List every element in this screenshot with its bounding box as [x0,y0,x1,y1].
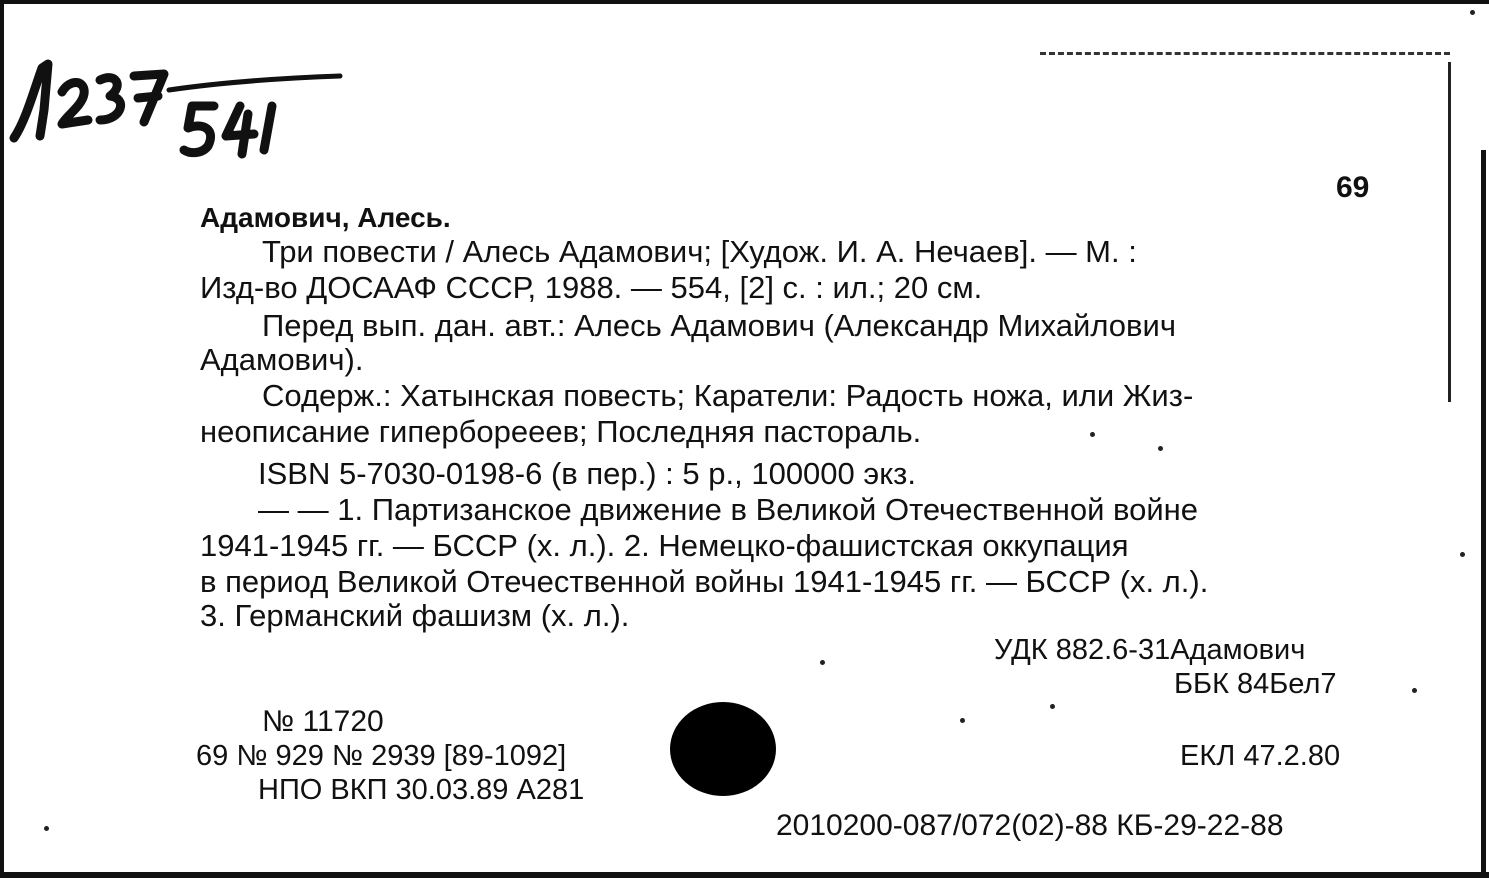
card-number: 69 [1336,171,1370,204]
note-line-1: Перед вып. дан. авт.: Алесь Адамович (Александр Михайлович [262,308,1176,343]
scan-speck [44,826,49,831]
title-line-1: Три повести / Алесь Адамович; [Худож. И. А. Нечаев]. — М. : [262,234,1137,269]
card-right-inner-edge [1448,62,1451,402]
scan-speck [1470,10,1475,15]
npo-line: НПО ВКП 30.03.89 А281 [258,774,585,806]
order-number: № 11720 [262,705,384,738]
publisher-code: 2010200-087/072(02)-88 КБ-29-22-88 [776,809,1284,842]
scan-speck [820,660,825,665]
subject-line-3: в период Великой Отечественной войны 1941-1945 гг. — БССР (х. л.). [200,564,1209,599]
ink-blot [670,702,776,796]
ekl-code: ЕКЛ 47.2.80 [1180,740,1341,772]
subject-line-2: 1941-1945 гг. — БССР (х. л.). 2. Немецко-фашистская оккупация [200,528,1129,563]
contents-line-2: неописание гиперборееев; Последняя пастораль. [200,414,922,449]
scan-speck [1158,446,1163,451]
scan-speck [1412,688,1417,693]
author-heading: Адамович, Алесь. [200,202,451,233]
scan-speck [960,718,965,723]
udk-code: УДК 882.6-31Адамович [994,634,1306,666]
subject-line-4: 3. Германский фашизм (х. л.). [200,598,630,633]
scan-speck [1460,552,1465,557]
card-top-dashes [1040,52,1450,55]
scan-speck [1090,432,1095,437]
title-line-2: Изд-во ДОСААФ СССР, 1988. — 554, [2] с. : ил.; 20 см. [200,270,983,305]
bbk-code: ББК 84Бел7 [1174,668,1337,700]
scan-speck [1050,704,1055,709]
isbn-line: ISBN 5-7030-0198-6 (в пер.) : 5 р., 100000 экз. [258,456,916,491]
note-line-2: Адамович). [200,342,364,377]
handwritten-shelfmark [4,50,344,160]
subject-line-1: — — 1. Партизанское движение в Великой Отечественной войне [258,492,1199,527]
card-right-edge [1481,150,1486,878]
contents-line-1: Содерж.: Хатынская повесть; Каратели: Радость ножа, или Жиз- [262,378,1194,413]
print-run-line: 69 № 929 № 2939 [89-1092] [196,740,567,772]
card-top-edge [0,0,1489,4]
card-bottom-edge [0,872,1489,878]
